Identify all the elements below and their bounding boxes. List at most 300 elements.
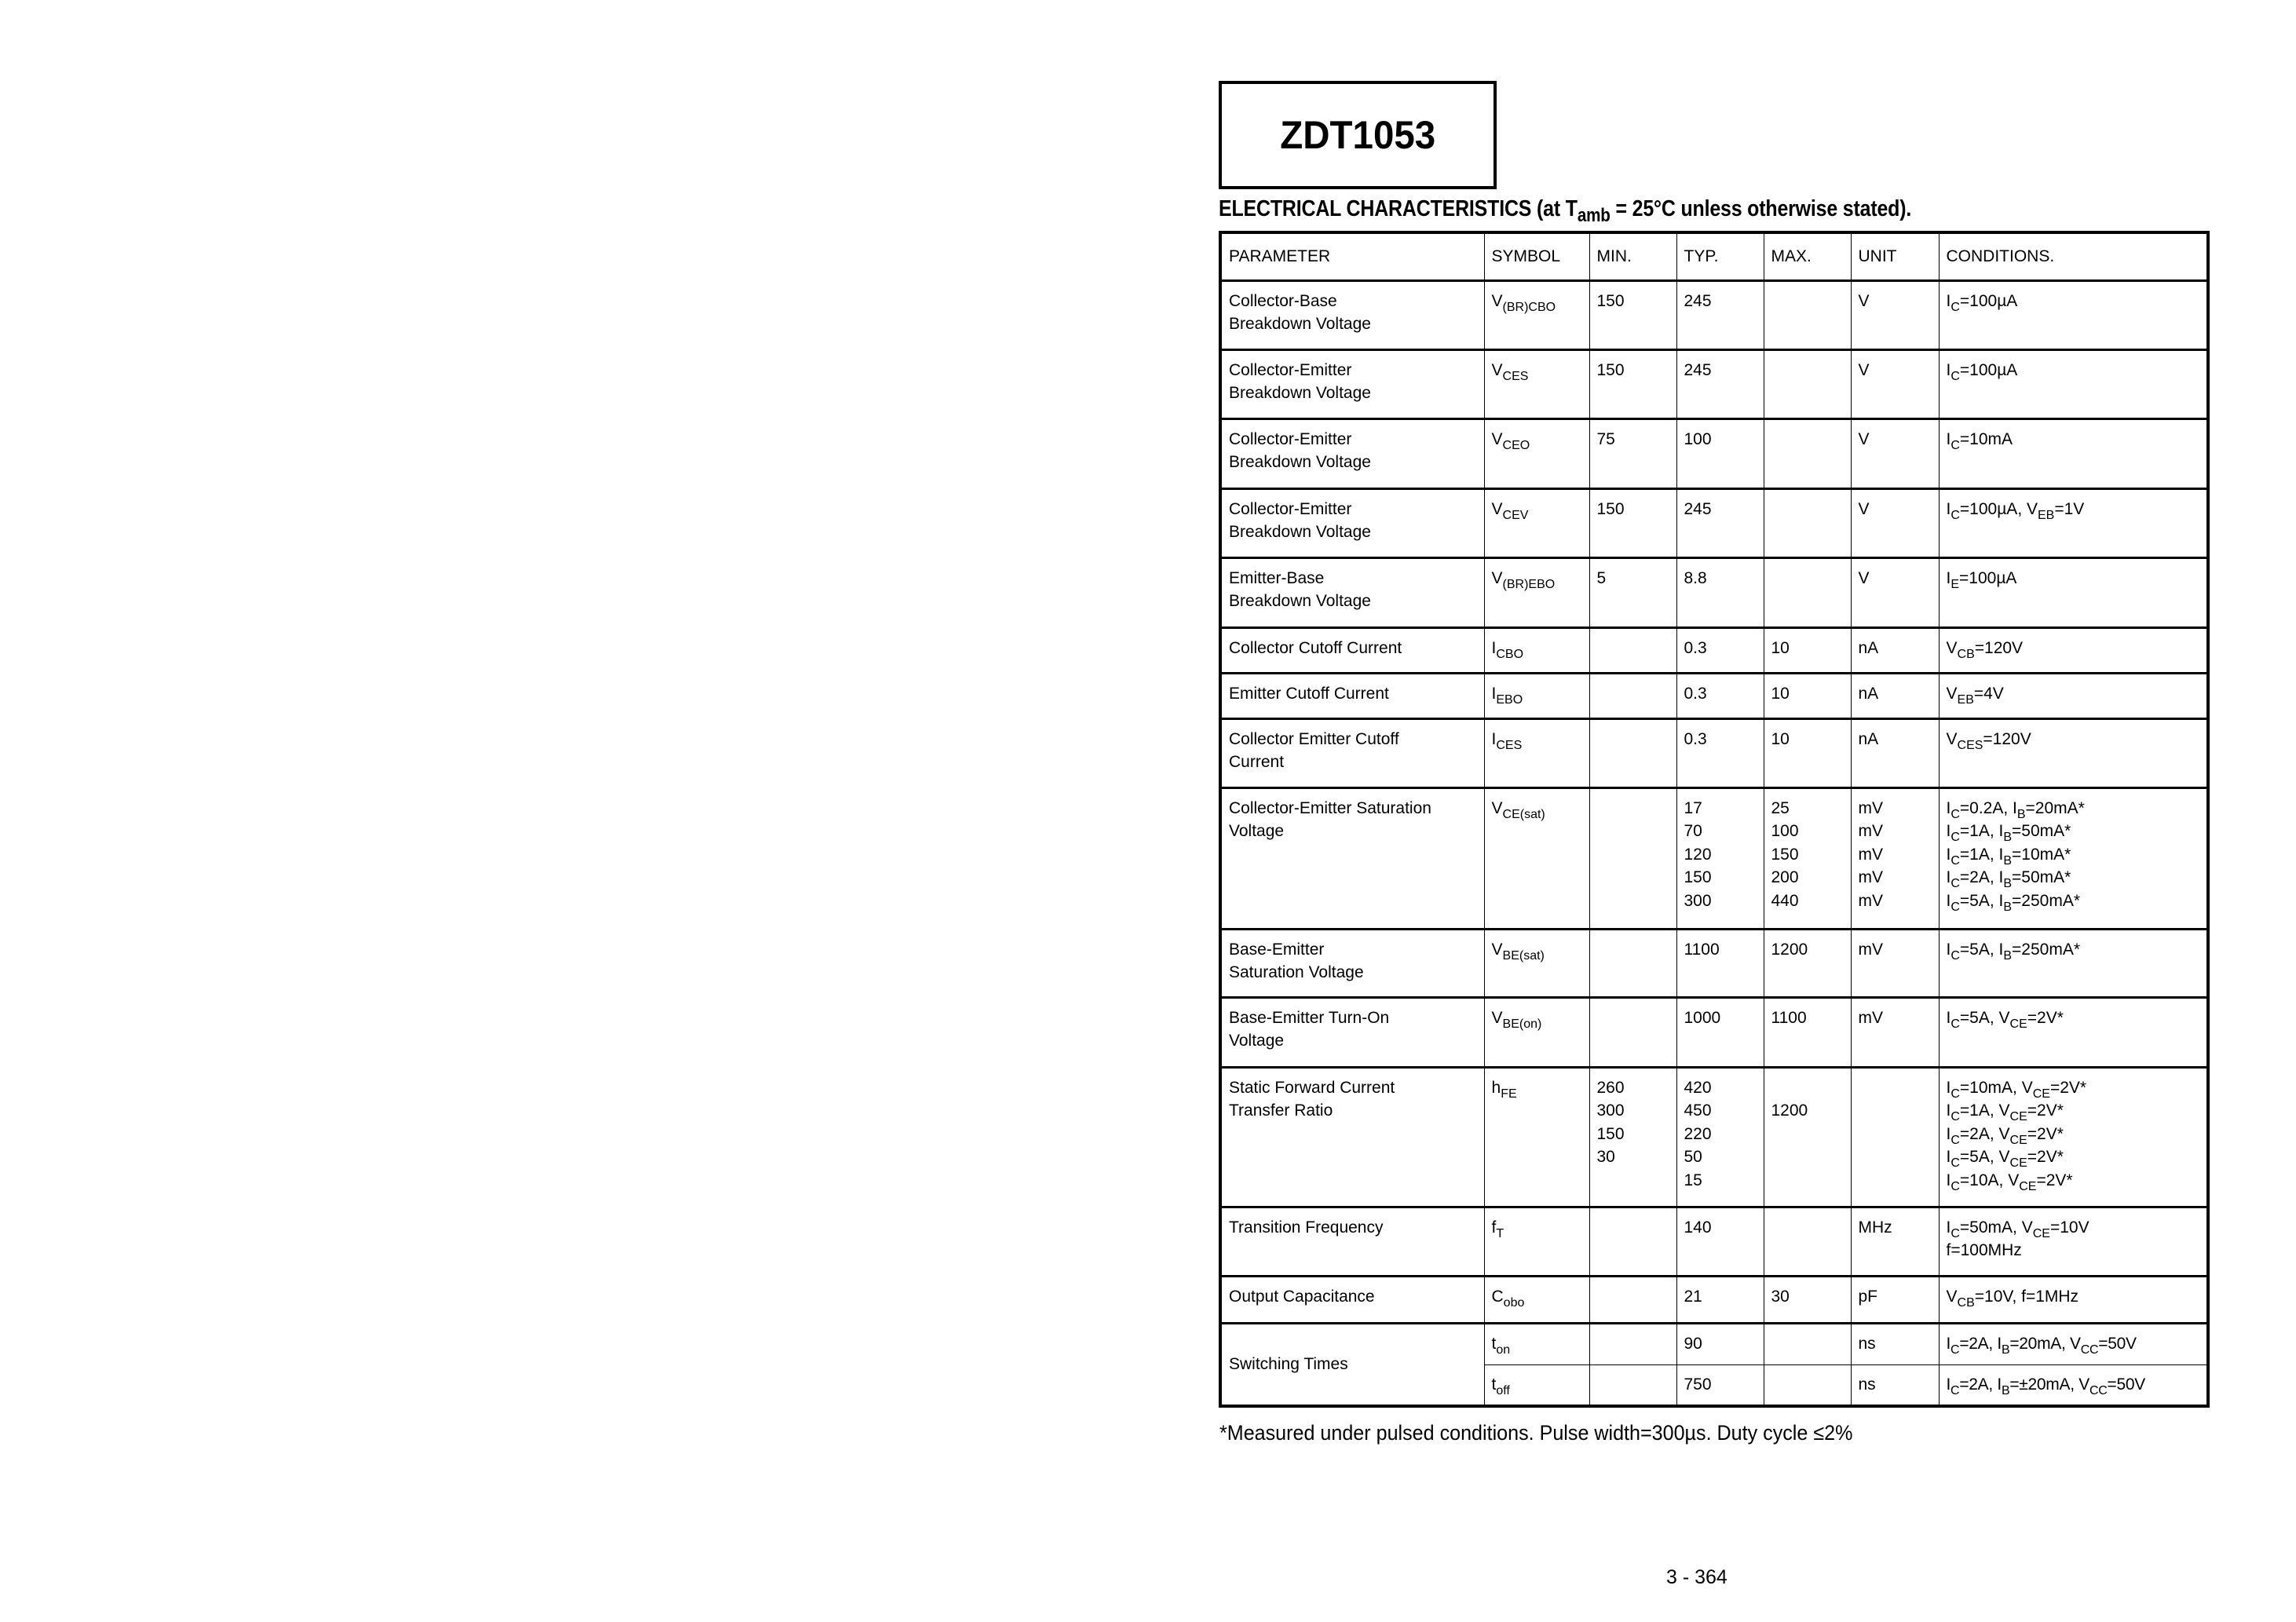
cell-unit [1851,787,1939,929]
condition-text: =1A, V [1959,1101,2010,1120]
condition-text: =10V [2049,1218,2089,1237]
condition-line [1947,938,2207,962]
symbol-base: h [1491,1078,1501,1097]
parameter-line: Voltage [1229,822,1285,840]
cell-typ [1676,627,1764,673]
symbol-subscript: on [1496,1343,1511,1357]
unit-value [1859,1076,1939,1100]
symbol-subscript: CES [1502,369,1529,383]
cell-symbol [1484,557,1589,627]
symbol-subscript: CE(sat) [1502,807,1545,821]
condition-text: =120V [1983,729,2031,748]
condition-text: =10mA [1959,429,2013,448]
cell-min [1589,557,1676,627]
condition-subscript: C [1951,1017,1960,1031]
condition-subscript: C [1951,369,1960,383]
page-number: 3 - 364 [1666,1566,1727,1588]
parameter-line: Static Forward Current [1229,1078,1395,1097]
condition-subscript: CE [2032,1226,2050,1240]
condition-text: I [1946,360,1951,379]
condition-line [1947,866,2207,890]
condition-subscript: CE [2032,1087,2050,1101]
cell-parameter [1220,929,1484,997]
cell-unit [1851,1067,1939,1207]
unit-value: V [1858,360,1870,379]
cell-max [1764,418,1851,488]
typ-value: 150 [1684,868,1712,886]
table-row [1220,718,2208,787]
condition-text: V [1946,638,1958,657]
condition-text: I [1946,1008,1951,1027]
symbol-base: f [1491,1218,1497,1237]
condition-text: =100µA [1959,360,2018,379]
condition-text: =2V* [2036,1171,2073,1189]
symbol-subscript: CEV [1502,508,1529,522]
condition-text: =5A, V [1959,1008,2010,1027]
condition-text: =50mA* [2012,822,2071,840]
cell-parameter [1220,418,1484,488]
parameter-line: Emitter-Base [1229,568,1325,587]
cell-parameter [1220,1276,1484,1323]
condition-text: I [1946,822,1951,840]
condition-text: =1A, I [1959,822,2004,840]
cell-symbol [1484,280,1589,349]
cell-max [1764,627,1851,673]
cell-symbol [1484,1323,1589,1364]
cell-parameter [1220,349,1484,418]
condition-text: =20mA* [2025,798,2085,817]
typ-value: 450 [1684,1101,1712,1120]
table-row [1220,349,2208,418]
condition-text: =0.2A, I [1959,798,2017,817]
condition-subscript: C [1951,1110,1960,1123]
cell-unit [1851,280,1939,349]
min-value [1597,797,1676,820]
max-value: 1200 [1771,940,1808,959]
condition-text: =10mA* [2012,845,2071,864]
condition-subscript: C [1951,1343,1960,1357]
condition-subscript: CB [1957,647,1975,661]
cell-max [1764,673,1851,718]
condition-text: I [1946,1124,1951,1143]
condition-subscript: CC [2089,1383,2108,1397]
cell-conditions [1939,349,2208,418]
typ-value: 100 [1684,429,1712,448]
condition-line [1947,1169,2207,1193]
symbol-subscript: EBO [1496,692,1523,707]
cell-min [1589,488,1676,557]
cell-typ [1676,997,1764,1067]
parameter-line: Breakdown Voltage [1229,523,1371,541]
typ-value: 1000 [1684,1008,1721,1027]
table-header-row [1220,232,2208,280]
min-value [1597,1216,1676,1240]
condition-text: =2V* [2027,1101,2064,1120]
symbol-base: V [1491,360,1503,379]
symbol-base: V [1491,291,1503,310]
condition-text: =2V* [2027,1008,2064,1027]
parameter-line: Collector-Base [1229,291,1337,310]
min-value: 75 [1596,429,1615,448]
heading-subscript: amb [1577,205,1610,226]
min-value: 5 [1596,568,1607,587]
unit-value: mV [1858,845,1883,864]
cell-parameter [1220,1067,1484,1207]
condition-line [1947,1145,2207,1169]
typ-value: 1100 [1684,940,1720,959]
cell-typ: 750 [1676,1364,1764,1406]
cell-symbol [1484,1276,1589,1323]
typ-value: 245 [1684,360,1712,379]
condition-text: I [1946,845,1951,864]
condition-line [1947,1123,2207,1146]
min-value: 150 [1596,1124,1625,1143]
cell-max [1764,929,1851,997]
cell-min [1589,418,1676,488]
symbol-base: V [1491,429,1503,448]
condition-text: =2A, V [1959,1124,2010,1143]
unit-value: mV [1858,1008,1883,1027]
min-value: 30 [1596,1148,1615,1166]
max-value [1771,428,1851,451]
parameter-line: Collector-Emitter [1229,360,1352,379]
table-row [1220,997,2208,1067]
parameter-line: Transition Frequency [1229,1218,1384,1237]
condition-subscript: C [1951,948,1960,963]
condition-text: =250mA* [2012,940,2081,959]
condition-text: =±20mA, V [2009,1375,2089,1394]
condition-subscript: CE [2009,1156,2027,1170]
condition-text: V [1946,1287,1958,1306]
min-value: 260 [1596,1078,1625,1097]
typ-value: 245 [1684,499,1712,518]
symbol-base: t [1491,1375,1497,1394]
cell-max [1764,280,1851,349]
cell-parameter [1220,280,1484,349]
max-value [1771,359,1851,382]
parameter-line: Current [1229,753,1285,771]
condition-subscript: CE [2009,1110,2027,1123]
cell-min [1589,280,1676,349]
condition-subscript: C [1951,1133,1960,1147]
condition-subscript: C [1951,831,1960,844]
parameter-line: Saturation Voltage [1229,963,1364,981]
symbol-subscript: CES [1496,738,1523,752]
condition-line [1947,728,2207,751]
condition-text: I [1946,1218,1951,1237]
table-row [1220,627,2208,673]
symbol-subscript: CEO [1502,438,1530,452]
section-heading [1219,196,1911,227]
condition-subscript: B [2003,948,2013,963]
condition-text: =2V* [2027,1124,2064,1143]
cell-max [1764,1323,1851,1364]
condition-line [1947,1239,2207,1262]
cell-conditions [1939,557,2208,627]
condition-subscript: B [2001,1343,2010,1357]
cell-max [1764,718,1851,787]
cell-min [1589,349,1676,418]
condition-line [1947,820,2207,843]
condition-line [1947,1373,2207,1397]
cell-max [1764,557,1851,627]
table-row [1220,488,2208,557]
cell-typ [1676,1276,1764,1323]
symbol-subscript: BE(on) [1502,1017,1542,1031]
cell-typ [1676,718,1764,787]
typ-value: 245 [1684,291,1712,310]
condition-text: =120V [1974,638,2024,657]
cell-conditions [1939,673,2208,718]
max-value: 1200 [1771,1101,1808,1120]
parameter-line: Output Capacitance [1229,1287,1375,1306]
condition-subscript: C [1951,853,1960,868]
table-row [1220,673,2208,718]
parameter-line: Voltage [1229,1032,1285,1050]
condition-subscript: EB [2038,508,2055,522]
condition-line [1947,1076,2207,1100]
typ-value: 70 [1684,822,1702,840]
parameter-line: Collector-Emitter [1229,499,1352,518]
table-row [1220,280,2208,349]
max-value: 30 [1771,1287,1790,1306]
cell-typ [1676,418,1764,488]
condition-subscript: C [1951,1226,1960,1240]
unit-value: mV [1858,822,1883,840]
unit-value: V [1858,568,1870,587]
cell-max [1764,787,1851,929]
max-value [1771,498,1851,521]
condition-line [1947,1216,2207,1240]
table-row [1220,418,2208,488]
condition-text: =2V* [2027,1148,2064,1166]
condition-text: I [1946,1101,1951,1120]
cell-symbol [1484,718,1589,787]
part-number: ZDT1053 [1279,113,1436,157]
cell-unit [1851,557,1939,627]
part-number-box [1219,81,1497,189]
unit-value: MHz [1858,1218,1892,1237]
condition-subscript: CE [2009,1133,2027,1147]
cell-min [1589,1323,1676,1364]
min-value [1597,637,1676,660]
max-value [1771,290,1851,313]
cell-unit [1851,929,1939,997]
condition-text: I [1946,1334,1951,1353]
condition-text: =1V [2054,499,2085,518]
condition-subscript: C [1951,807,1960,821]
cell-parameter [1220,997,1484,1067]
symbol-base: I [1491,638,1497,657]
condition-subscript: C [1951,508,1960,522]
unit-value: V [1858,291,1870,310]
min-value: 300 [1596,1101,1625,1120]
typ-value: 420 [1684,1078,1712,1097]
cell-parameter [1220,673,1484,718]
condition-line [1947,1332,2207,1356]
unit-value: nA [1858,638,1879,657]
cell-unit [1851,488,1939,557]
cell-parameter [1220,557,1484,627]
cell-max [1764,349,1851,418]
cell-conditions [1939,929,2208,997]
condition-subscript: B [2016,807,2026,821]
cell-symbol [1484,418,1589,488]
condition-text: =50mA, V [1959,1218,2033,1237]
table-row [1220,1067,2208,1207]
cell-conditions [1939,1323,2208,1364]
typ-value: 15 [1684,1171,1702,1189]
typ-value: 0.3 [1684,638,1707,657]
max-value: 10 [1771,638,1790,657]
condition-text: I [1946,868,1951,886]
cell-symbol [1484,787,1589,929]
typ-value: 0.3 [1684,684,1707,703]
unit-value: V [1858,499,1870,518]
condition-subscript: B [2003,877,2013,890]
condition-text: =2A, I [1959,868,2004,886]
min-value: 150 [1596,499,1625,518]
symbol-base: I [1491,729,1497,748]
cell-typ: 90 [1676,1323,1764,1364]
condition-text: =10A, V [1959,1171,2020,1189]
condition-line [1947,843,2207,867]
max-value: 1100 [1771,1008,1807,1027]
condition-subscript: CC [2080,1343,2099,1357]
cell-conditions [1939,1067,2208,1207]
condition-subscript: C [1951,877,1960,890]
cell-min [1589,787,1676,929]
symbol-subscript: (BR)CBO [1502,300,1556,314]
cell-parameter: Switching Times [1220,1323,1484,1406]
parameter-line: Collector Cutoff Current [1229,638,1402,657]
max-value: 100 [1771,822,1799,840]
heading-prefix: ELECTRICAL CHARACTERISTICS (at T [1219,196,1578,221]
unit-value: nA [1858,684,1879,703]
unit-value: mV [1858,798,1883,817]
condition-line [1947,797,2207,820]
condition-subscript: CB [1957,1295,1975,1310]
column-header-unit: UNIT [1851,232,1939,280]
cell-max [1764,1207,1851,1276]
parameter-line: Transfer Ratio [1229,1101,1333,1120]
cell-min [1589,1207,1676,1276]
cell-symbol [1484,1067,1589,1207]
cell-symbol [1484,997,1589,1067]
unit-value: nA [1858,729,1879,748]
condition-text: =5A, I [1959,891,2004,910]
symbol-base: C [1491,1287,1504,1306]
symbol-base: V [1491,940,1503,959]
parameter-line: Breakdown Voltage [1229,453,1371,471]
cell-typ [1676,1067,1764,1207]
min-value [1597,728,1676,751]
unit-value: V [1858,429,1870,448]
cell-conditions [1939,787,2208,929]
condition-text: =10mA, V [1959,1078,2033,1097]
symbol-subscript: T [1496,1226,1504,1240]
cell-conditions [1939,997,2208,1067]
table-row [1220,929,2208,997]
cell-max [1764,1067,1851,1207]
cell-unit: ns [1851,1364,1939,1406]
min-value [1597,938,1676,962]
condition-line [1947,290,2207,313]
parameter-line: Collector-Emitter [1229,429,1352,448]
cell-max [1764,1276,1851,1323]
cell-typ [1676,349,1764,418]
max-value: 10 [1771,729,1790,748]
condition-text: I [1946,891,1951,910]
condition-line [1947,890,2207,913]
cell-symbol [1484,627,1589,673]
min-value [1597,1285,1676,1309]
cell-min [1589,1067,1676,1207]
condition-text: =50mA* [2012,868,2071,886]
symbol-subscript: (BR)EBO [1502,577,1556,591]
condition-subscript: EB [1957,692,1974,707]
column-header-conditions: CONDITIONS. [1939,232,2208,280]
cell-max [1764,488,1851,557]
condition-text: =100µA [1959,568,2017,587]
condition-text: I [1946,940,1951,959]
cell-typ [1676,488,1764,557]
condition-line [1947,359,2207,382]
cell-symbol [1484,929,1589,997]
electrical-characteristics-table [1219,231,2210,1408]
cell-min [1589,1364,1676,1406]
cell-symbol [1484,488,1589,557]
symbol-subscript: FE [1501,1087,1517,1101]
condition-subscript: B [2003,831,2013,844]
condition-text: =20mA, V [2009,1334,2081,1353]
condition-line [1947,1099,2207,1123]
condition-subscript: B [2003,900,2013,914]
cell-typ [1676,787,1764,929]
symbol-subscript: BE(sat) [1502,948,1545,963]
max-value: 10 [1771,684,1790,703]
condition-text: V [1946,684,1958,703]
cell-conditions [1939,1364,2208,1406]
cell-min [1589,627,1676,673]
symbol-subscript: off [1496,1383,1510,1397]
condition-text: =5A, I [1959,940,2004,959]
cell-conditions [1939,418,2208,488]
unit-value: mV [1858,940,1883,959]
column-header-min: MIN. [1589,232,1676,280]
cell-conditions [1939,1207,2208,1276]
condition-line [1947,637,2207,660]
cell-unit [1851,627,1939,673]
unit-value: mV [1858,868,1883,886]
min-value: 150 [1596,360,1625,379]
max-value [1771,567,1851,590]
typ-value: 220 [1684,1124,1712,1143]
max-value: 150 [1771,845,1799,864]
symbol-subscript: CBO [1496,647,1524,661]
column-header-symbol: SYMBOL [1484,232,1589,280]
max-value: 25 [1771,798,1790,817]
cell-conditions [1939,1276,2208,1323]
condition-text: I [1946,568,1951,587]
cell-unit [1851,349,1939,418]
cell-unit [1851,418,1939,488]
typ-value: 8.8 [1684,568,1707,587]
cell-min [1589,929,1676,997]
parameter-line: Collector Emitter Cutoff [1229,729,1399,748]
cell-typ [1676,673,1764,718]
condition-text: =1A, I [1959,845,2004,864]
